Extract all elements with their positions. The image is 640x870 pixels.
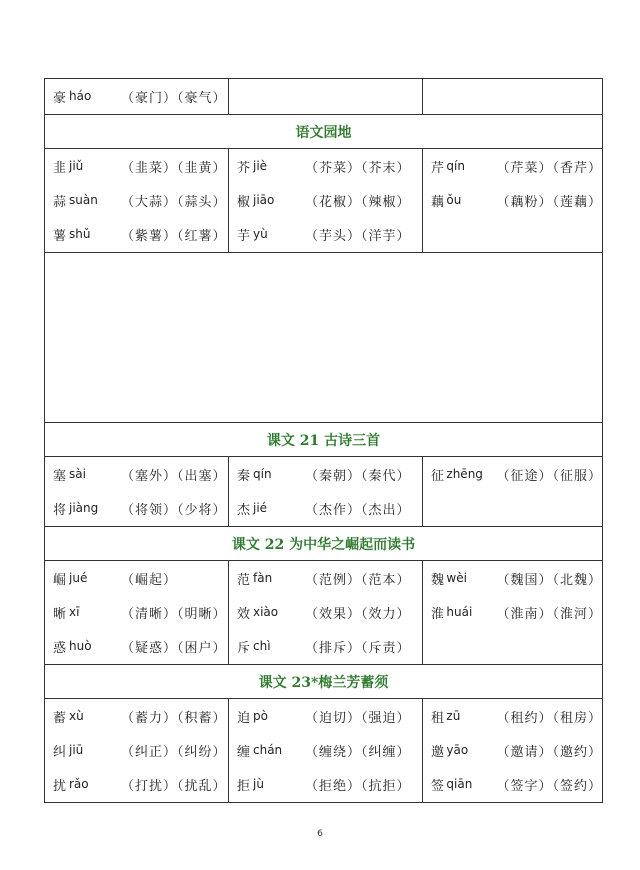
section-title: 语文园地 [45,115,603,149]
character: 范 [237,572,251,588]
character: 韭 [53,160,67,176]
word-examples: （疑惑）（困户） [121,640,227,656]
vocab-cell [423,79,603,115]
vocab-cell [423,561,603,665]
vocab-cell [229,149,423,253]
vocab-entry [53,595,228,629]
word-examples: （打扰）（扰乱） [121,778,227,794]
vocab-cell [229,561,423,665]
pinyin: jiāo [253,193,275,207]
character: 芋 [237,228,251,244]
vocab-entry [237,733,422,767]
vocab-cell [423,699,603,803]
vocab-entry [237,699,422,733]
vocab-entry [431,733,602,767]
pinyin: xī [69,605,80,619]
word-examples: （征途）（征服） [496,468,602,484]
vocab-cell [45,561,229,665]
table-row [45,457,603,527]
vocab-entry [237,457,422,491]
vocab-entry [237,491,422,525]
character: 斥 [237,640,251,656]
word-examples: （崛起） [121,572,178,588]
character: 惑 [53,640,67,656]
pinyin: huái [446,605,473,619]
pinyin: shǔ [69,227,91,241]
vocab-cell [229,79,423,115]
vocab-entry [53,149,228,183]
pinyin: qiān [446,777,473,791]
vocab-entry [53,767,228,801]
vocab-cell [229,699,423,803]
pinyin: qín [253,467,272,481]
pinyin: fàn [253,571,273,585]
character: 淮 [431,606,445,622]
vocab-entry [53,183,228,217]
vocab-entry [53,699,228,733]
vocab-entry [53,79,228,113]
word-examples: （豪门）（豪气） [121,90,227,106]
word-examples: （塞外）（出塞） [121,468,227,484]
table-row [45,253,603,423]
section-header-row [45,665,603,699]
vocab-entry [53,733,228,767]
vocab-cell [423,149,603,253]
vocab-entry [237,217,422,251]
vocab-entry [431,699,602,733]
character: 签 [431,778,445,794]
table-row [45,79,603,115]
pinyin: qín [446,159,465,173]
pinyin: yù [253,227,268,241]
vocab-entry [53,217,228,251]
section-title: 课文 21 古诗三首 [45,423,603,457]
word-examples: （蓄力）（积蓄） [121,710,227,726]
pinyin: jù [253,777,264,791]
word-examples: （藕粉）（莲藕） [496,194,602,210]
word-examples: （租约）（租房） [496,710,602,726]
vocab-entry [237,595,422,629]
vocab-cell [45,79,229,115]
word-examples: （将领）（少将） [121,502,227,518]
word-examples: （秦朝）（秦代） [305,468,411,484]
character: 效 [237,606,251,622]
vocab-cell [45,457,229,527]
pinyin: sài [69,467,86,481]
table-row [45,699,603,803]
pinyin: jiū [69,743,84,757]
word-examples: （排斥）（斥责） [305,640,411,656]
character: 塞 [53,468,67,484]
pinyin: zū [446,709,461,723]
pinyin: huò [69,639,92,653]
word-examples: （邀请）（邀约） [496,744,602,760]
vocab-cell [45,149,229,253]
character: 蒜 [53,194,67,210]
word-examples: （效果）（效力） [305,606,411,622]
word-examples: （芥菜）（芥末） [305,160,411,176]
pinyin: chì [253,639,271,653]
pinyin: yāo [446,743,469,757]
section-header-row [45,423,603,457]
word-examples: （拒绝）（抗拒） [305,778,411,794]
pinyin: pò [253,709,268,723]
character: 芥 [237,160,251,176]
character: 纠 [53,744,67,760]
vocab-entry [237,183,422,217]
pinyin: háo [69,89,92,103]
character: 迫 [237,710,251,726]
vocab-entry [237,149,422,183]
character: 征 [431,468,445,484]
vocab-entry [431,561,602,595]
character: 崛 [53,572,67,588]
character: 椒 [237,194,251,210]
character: 扰 [53,778,67,794]
pinyin: jiǔ [69,159,84,173]
blank-cell [45,253,603,423]
vocab-entry [237,767,422,801]
vocab-cell [423,457,603,527]
character: 邀 [431,744,445,760]
word-examples: （纠正）（纠纷） [121,744,227,760]
pinyin: suàn [69,193,98,207]
vocabulary-table [44,78,603,803]
section-header-row [45,115,603,149]
pinyin: zhēng [446,467,483,481]
vocab-entry [431,183,602,217]
vocab-entry [53,491,228,525]
word-examples: （大蒜）（蒜头） [121,194,227,210]
word-examples: （花椒）（辣椒） [305,194,411,210]
character: 杰 [237,502,251,518]
word-examples: （魏国）（北魏） [496,572,602,588]
character: 豪 [53,90,67,106]
word-examples: （杰作）（杰出） [305,502,411,518]
section-header-row [45,527,603,561]
pinyin: chán [253,743,283,757]
section-title: 课文 23*梅兰芳蓄须 [45,665,603,699]
table-row [45,149,603,253]
word-examples: （紫薯）（红薯） [121,228,227,244]
character: 薯 [53,228,67,244]
table-row [45,561,603,665]
word-examples: （芋头）（洋芋） [305,228,411,244]
vocab-entry [431,595,602,629]
page-number: 6 [317,829,323,839]
pinyin: wèi [446,571,467,585]
word-examples: （范例）（范本） [305,572,411,588]
vocab-entry [53,561,228,595]
character: 将 [53,502,67,518]
vocab-entry [237,561,422,595]
character: 秦 [237,468,251,484]
character: 拒 [237,778,251,794]
character: 晰 [53,606,67,622]
word-examples: （迫切）（强迫） [305,710,411,726]
pinyin: ǒu [446,193,462,207]
character: 芹 [431,160,445,176]
vocab-entry [237,629,422,663]
word-examples: （芹菜）（香芹） [496,160,602,176]
character: 缠 [237,744,251,760]
character: 蓄 [53,710,67,726]
pinyin: xù [69,709,84,723]
word-examples: （淮南）（淮河） [496,606,602,622]
vocab-entry [53,457,228,491]
character: 租 [431,710,445,726]
pinyin: xiào [253,605,279,619]
vocab-entry [431,767,602,801]
vocab-entry [431,149,602,183]
word-examples: （缠绕）（纠缠） [305,744,411,760]
section-title: 课文 22 为中华之崛起而读书 [45,527,603,561]
word-examples: （签字）（签约） [496,778,602,794]
pinyin: jué [69,571,88,585]
word-examples: （清晰）（明晰） [121,606,227,622]
pinyin: jié [253,501,268,515]
vocab-cell [45,699,229,803]
word-examples: （韭菜）（韭黄） [121,160,227,176]
character: 魏 [431,572,445,588]
pinyin: rǎo [69,777,89,791]
pinyin: jiàng [69,501,99,515]
vocab-cell [229,457,423,527]
character: 藕 [431,194,445,210]
vocab-entry [53,629,228,663]
vocab-entry [431,457,602,491]
pinyin: jiè [253,159,268,173]
